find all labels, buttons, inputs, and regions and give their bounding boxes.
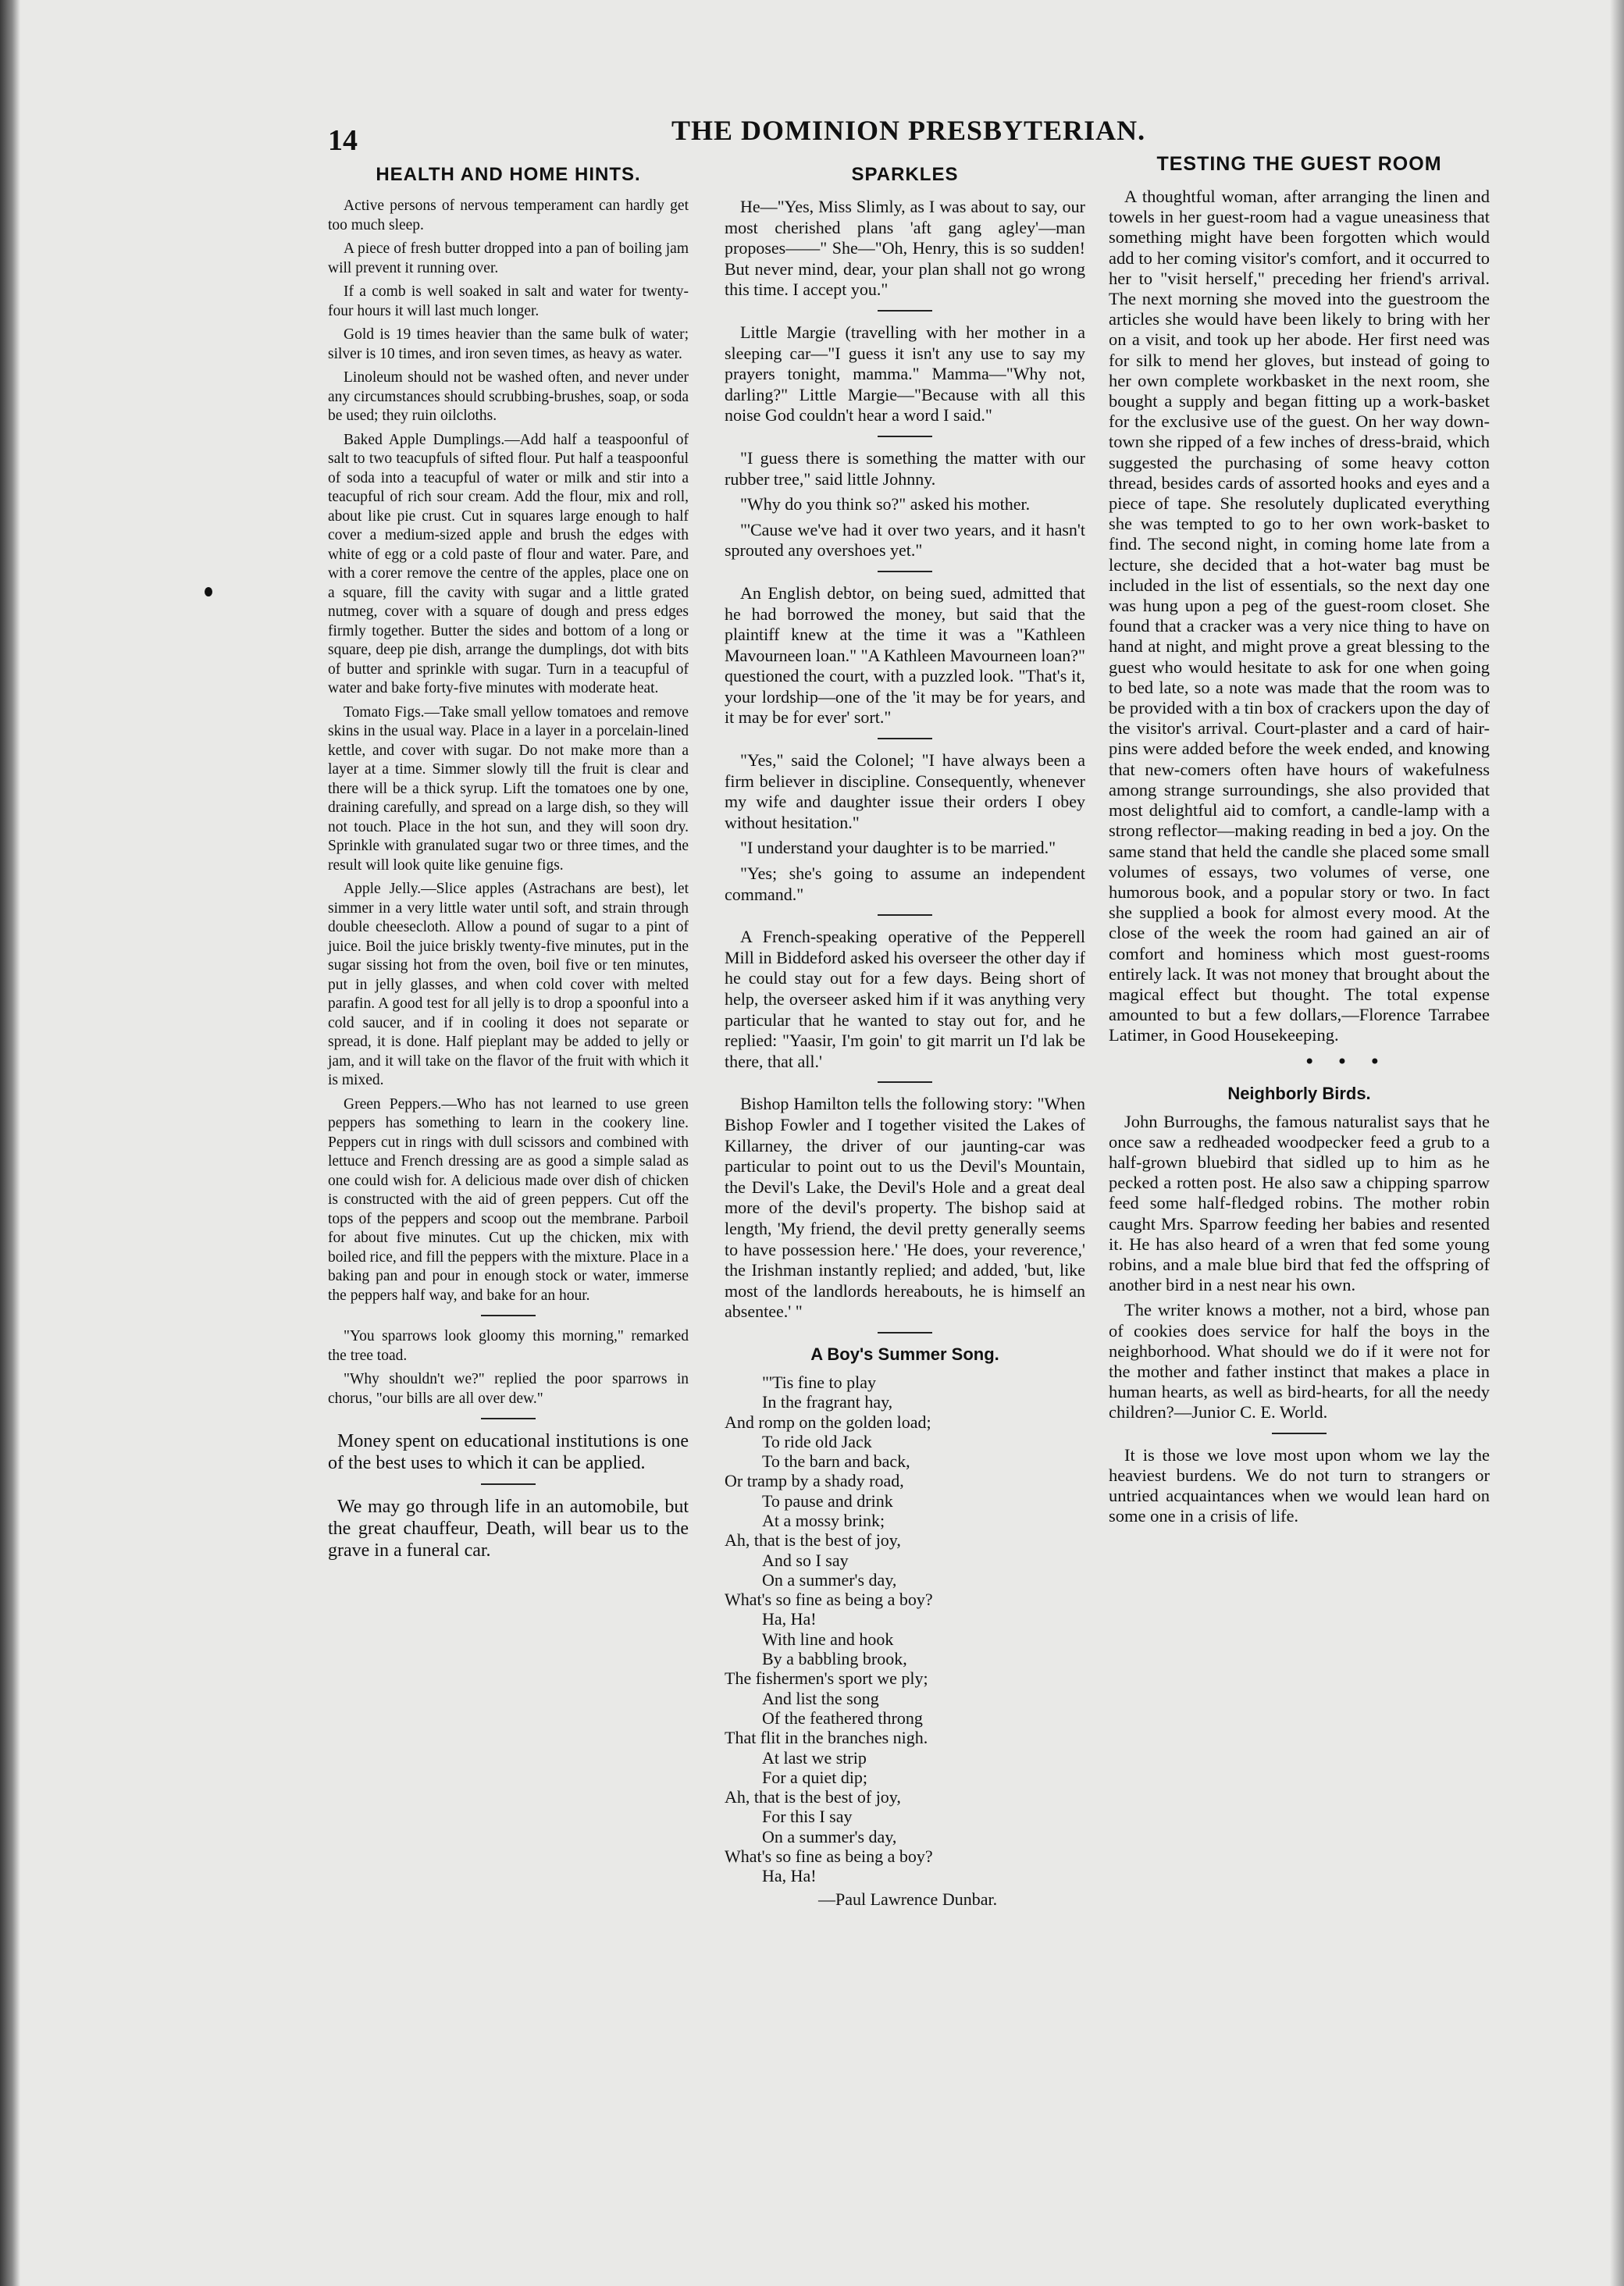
birds-paragraph: John Burroughs, the famous naturalist says that he once saw a redheaded woodpecker feed a grub to a half-grown bluebird that sidled up to him as he pecked a rotten post. He also saw a chipping sparrow feed some half-fledged robins. The mother robin caught Mrs. Sparrow feeding her babies and resented it. He has also heard of a wren that fed some young robins, and a male blue bird that fed the offspring of another bird in a nest near his own. <box>1109 1111 1490 1295</box>
chauffeur-note: We may go through life in an automobile, but the great chauffeur, Death, will bear us to the grave in a funeral car. <box>328 1497 689 1561</box>
poem-line: And list the song <box>762 1688 879 1708</box>
section-heading-health: HEALTH AND HOME HINTS. <box>376 164 641 185</box>
scan-right-edge <box>1610 0 1624 2286</box>
hint-paragraph: Gold is 19 times heavier than the same bulk of water; silver is 10 times, and iron seven times, as heavy as water. <box>328 326 689 362</box>
separator-rule <box>481 1315 536 1316</box>
separator-rule <box>481 1418 536 1419</box>
hint-paragraph: Active persons of nervous temperament can hardly get too much sleep. <box>328 198 689 233</box>
poem-line: At last we strip <box>762 1747 867 1768</box>
separator-rule <box>481 1483 536 1485</box>
recipe-apple-jelly: Apple Jelly.—Slice apples (Astrachans are best), let simmer in a very little water until soft, and strain through double cheesecloth. Allow a pound of sugar to a pint of juice. Boil the juice briskly twenty-five minutes, put in the sugar sissing hot from the oven, boil five or ten minutes, put in jelly glasses, and when cold cover with melted parafin. A good test for all jelly is to drop a spoonful into a cold saucer, and if in cooling it does not separate or spread, it is done. Half pieplant may be added to jelly or jam, and it will take on the flavor of the fruit with which it is mixed. <box>328 881 689 1088</box>
poem-line: What's so fine as being a boy? <box>725 1846 933 1867</box>
poem-line: And so I say <box>762 1550 849 1570</box>
poem-line: At a mossy brink; <box>762 1510 885 1530</box>
page-number: 14 <box>328 124 358 157</box>
sparkle-item: "I understand your daughter is to be married." <box>740 838 1056 858</box>
section-heading-guest-room: TESTING THE GUEST ROOM <box>1156 153 1442 175</box>
sparkle-item: "I guess there is something the matter with our rubber tree," said little Johnny. <box>725 447 1085 489</box>
sparkle-item: Little Margie (travelling with her mother in a sleeping car—"I guess it isn't any use to say my prayers tonight, mamma." Mamma—"Why not, darling?" Little Margie—"Because with all this noise God couldn't hear a word I said." <box>725 322 1085 426</box>
poem-line: Ha, Ha! <box>762 1609 817 1629</box>
poem-line: Ah, that is the best of joy, <box>725 1530 901 1551</box>
poem-boys-summer-song <box>725 1373 1085 1909</box>
poem-line: Ah, that is the best of joy, <box>725 1787 901 1807</box>
poem-title: A Boy's Summer Song. <box>810 1344 999 1364</box>
recipe-tomato-figs: Tomato Figs.—Take small yellow tomatoes and remove skins in the usual way. Place in a layer in a porcelain-lined kettle, and cover with sugar. Do not make more than a layer at a time. Simmer slowly till the fruit is clear and there will be a thick syrup. Lift the tomatoes one by one, draining carefully, and spread on a large dish, so they will not touch. Place in the hot sun, and they will soon dry. Sprinkle with granulated sugar two or three times, and the result will look quite like genuine figs. <box>328 703 689 874</box>
recipe-green-peppers: Green Peppers.—Who has not learned to use green peppers has something to learn in the cookery line. Peppers cut in rings with dull scissors and combined with lettuce and French dressing are as good a simple salad as one could wish for. A delicious made over dish of chicken is constructed with the aid of green peppers. Cut off the tops of the peppers and scoop out the membrane. Parboil for about five minutes. Cut up the chicken, mix with boiled rice, and fill the peppers with the mixture. Place in a baking pan and pour in enough stock or water, immerse the peppers half way, and bake for an hour. <box>328 1095 689 1304</box>
column-guest-room <box>1109 153 1490 1531</box>
poem-line: Ha, Ha! <box>762 1866 817 1886</box>
poem-line: The fishermen's sport we ply; <box>725 1668 928 1689</box>
sparkle-item: "Why do you think so?" asked his mother. <box>740 494 1031 515</box>
poem-line: In the fragrant hay, <box>762 1392 893 1412</box>
section-dots: • • • <box>1304 1050 1388 1073</box>
separator-rule <box>878 571 932 572</box>
neighborly-birds-title: Neighborly Birds. <box>1227 1083 1371 1103</box>
sparkle-item: Bishop Hamilton tells the following story: "When Bishop Fowler and I together visited the Lakes of Killarney, the driver of our jaunting-car was particular to point out to us the Devil's Mountain, the Devil's Lake, the Devil's Hole and a great deal more of the devil's property. The bishop said at length, 'My friend, the devil pretty generally seems to have possession here.' 'He does, your reverence,' the Irishman instantly replied; and added, 'but, like most of the landlords hereabouts, he is himself an absentee.' " <box>725 1094 1085 1322</box>
sparkle-item: A French-speaking operative of the Pepperell Mill in Biddeford asked his overseer the other day if he could stay out for a few days. Being short of help, the overseer asked him if it was anything very particular that he wanted to stay out for, and he replied: "Yaasir, I'm goin' to git marrit un I'd lak be there, that all.' <box>725 927 1085 1071</box>
burdens-note: It is those we love most upon whom we lay the heaviest burdens. We do not turn to strangers or untried acquaintances when we would lean hard on some one in a crisis of life. <box>1109 1444 1490 1526</box>
column-sparkles <box>725 164 1085 1909</box>
hint-paragraph: A piece of fresh butter dropped into a pan of boiling jam will prevent it running over. <box>328 240 689 276</box>
poem-line: Or tramp by a shady road, <box>725 1471 904 1491</box>
print-speck <box>205 587 212 596</box>
sparkle-item: "Yes; she's going to assume an independent command." <box>725 863 1085 904</box>
poem-line: That flit in the branches nigh. <box>725 1728 928 1748</box>
poem-line: With line and hook <box>762 1629 894 1649</box>
sparkle-item: An English debtor, on being sued, admitted that he had borrowed the money, but said that the plaintiff knew at the time it was a "Kathleen Mavourneen loan." "A Kathleen Mavourneen loan?" questioned the court, with a puzzled look. "That's it, your lordship—one of the 'it may be for years, and it may be for ever' sort." <box>725 582 1085 728</box>
poem-line: To pause and drink <box>762 1490 893 1511</box>
sparrows-joke: "Why shouldn't we?" replied the poor sparrows in chorus, "our bills are all over dew." <box>328 1371 689 1407</box>
poem-line: For this I say <box>762 1807 853 1827</box>
sparkle-item: "'Cause we've had it over two years, and it hasn't sprouted any overshoes yet." <box>725 519 1085 561</box>
poem-line: To ride old Jack <box>762 1431 872 1451</box>
masthead: THE DOMINION PRESBYTERIAN. <box>671 115 1146 146</box>
separator-rule <box>878 738 932 739</box>
separator-rule <box>878 1332 932 1334</box>
poem-line: "'Tis fine to play <box>762 1372 876 1392</box>
sparrows-joke: "You sparrows look gloomy this morning," remarked the tree toad. <box>328 1328 689 1364</box>
poem-line: For a quiet dip; <box>762 1767 868 1787</box>
poem-line: And romp on the golden load; <box>725 1412 931 1432</box>
poem-line: On a summer's day, <box>762 1569 897 1590</box>
birds-paragraph: The writer knows a mother, not a bird, whose pan of cookies does service for half the boys in the neighborhood. What should we do if it were not for the mother and father instinct that makes a place in human hearts, as well as bird-hearts, for all the needy children?—Junior C. E. World. <box>1109 1300 1490 1423</box>
money-note: Money spent on educational institutions is one of the best uses to which it can be applied. <box>328 1431 689 1473</box>
poem-author: —Paul Lawrence Dunbar. <box>818 1889 998 1909</box>
poem-line: What's so fine as being a boy? <box>725 1590 933 1610</box>
poem-line: To the barn and back, <box>762 1451 910 1472</box>
sparkle-item: "Yes," said the Colonel; "I have always been a firm believer in discipline. Consequently, whenever my wife and daughter issue their orders I obey without hesitation." <box>725 750 1085 832</box>
hint-paragraph: If a comb is well soaked in salt and water for twenty-four hours it will last much longer. <box>328 283 689 319</box>
column-health-hints <box>328 164 689 1566</box>
guest-room-article: A thoughtful woman, after arranging the linen and towels in her guest-room had a vague uneasiness that something might have been forgotten which would add to her coming visitor's comfort, and it occurred to her to "visit herself," preceding her friend's arrival. The next morning she moved into the guestroom the articles she would have been likely to bring with her on a visit, and took up her abode. Her first need was for silk to mend her gloves, but instead of going to her own complete workbasket in the next room, she bought a supply and began fitting up a work-basket for the exclusive use of the guest. On her way down-town she ripped of a few inches of dress-braid, which suggested the purchasing of some heavy cotton thread, besides cards of assorted hooks and eyes and a piece of tape. She resolutely duplicated everything she was tempted to go to her own work-basket to find. The second night, in coming home late from a lecture, she decided that a hot-water bag must be included in the list of essentials, so the next day one was hung upon a peg of the guest-room closet. She found that a cracker was a very nice thing to have on hand at night, and might prove a great blessing to the guest who would hesitate to ask for one when going to bed late, so a note was made that the room was to be provided with a tin box of crackers upon the day of the visitor's arrival. Court-plaster and a card of hair-pins were added before the week ended, and knowing that new-comers often have hours of wakefulness among strange surroundings, she also provided that most delightful aid to comfort, a candle-lamp with a strong reflector—making reading in bed a joy. On the same stand that held the candle she placed some small volumes of essays, two volumes of verse, one humorous book, and a popular story or two. In fact she supplied a book for almost every mood. At the close of the week the room had gained an air of comfort and hominess which most guest-rooms entirely lack. It was not money that brought about the magical effect but thought. The total expense amounted to but a few dollars,—Florence Tarrabee Latimer, in Good Housekeeping. <box>1109 187 1490 1045</box>
section-heading-sparkles: SPARKLES <box>851 164 959 185</box>
hint-paragraph: Linoleum should not be washed often, and never under any circumstances should scrubbing-brushes, soap, or soda be used; they ruin oilcloths. <box>328 369 689 424</box>
poem-line: On a summer's day, <box>762 1826 897 1846</box>
recipe-apple-dumplings: Baked Apple Dumplings.—Add half a teaspoonful of salt to two teacupfuls of sifted flour. Put half a teaspoonful of soda into a teacupful of water or milk and stir into a teacupful of rich sour cream. Add the flour, mix and roll, about like pie crust. Cut in squares large enough to half cover a medium-sized apple and brush the edges with white of egg or a cold paste of flour and water. Pare, and with a corer remove the centre of the apples, place one on a square, fill the cavity with sugar and a little grated nutmeg, cover with a square of dough and press edges firmly together. Butter the sides and bottom of a long or square, deep pie dish, arrange the dumplings, dot with bits of butter and sprinkle with sugar. Turn in a teacupful of water and bake forty-five minutes with moderate heat. <box>328 431 689 696</box>
separator-rule <box>878 914 932 916</box>
separator-rule <box>878 310 932 312</box>
poem-line: Of the feathered throng <box>762 1707 923 1728</box>
poem-line: By a babbling brook, <box>762 1649 907 1669</box>
sparkle-item: He—"Yes, Miss Slimly, as I was about to say, our most cherished plans 'aft gang agley'—man proposes——" She—"Oh, Henry, this is so sudden! But never mind, dear, your plan shall not go wrong this time. I accept you." <box>725 197 1085 300</box>
scan-binding-edge <box>0 0 20 2286</box>
separator-rule <box>1272 1433 1327 1434</box>
separator-rule <box>878 1081 932 1083</box>
separator-rule <box>878 436 932 437</box>
